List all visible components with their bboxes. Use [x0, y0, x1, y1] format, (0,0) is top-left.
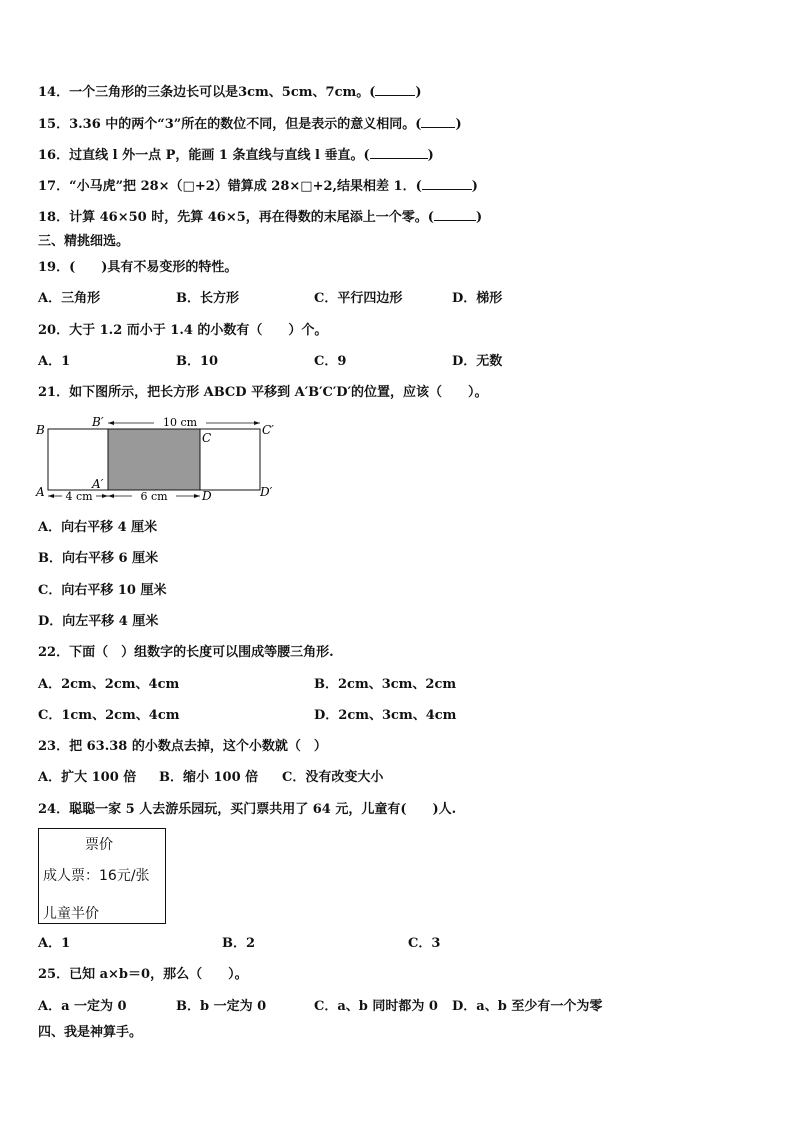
question-21: 21．如下图所示，把长方形 ABCD 平移到 A′B′C′D′的位置，应该（ ）。 — [38, 385, 488, 400]
option-b[interactable]: B．2cm、3cm、2cm — [314, 677, 457, 692]
option-c[interactable]: C．9 — [314, 354, 347, 369]
vertex-label-c-prime: C′ — [262, 423, 274, 437]
ticket-title: 票价 — [85, 837, 113, 853]
option-a[interactable]: A．1 — [38, 354, 71, 369]
answer-blank[interactable] — [421, 115, 455, 128]
answer-blank[interactable] — [422, 177, 472, 190]
option-a[interactable]: A．三角形 — [38, 291, 101, 306]
option-c[interactable]: C．向右平移 10 厘米 — [38, 583, 167, 598]
option-d[interactable]: D．2cm、3cm、4cm — [314, 708, 457, 723]
question-24: 24．聪聪一家 5 人去游乐园玩，买门票共用了 64 元，儿童有( )人. — [38, 802, 457, 817]
option-c[interactable]: C．没有改变大小 — [282, 770, 384, 785]
ticket-child-price: 儿童半价 — [43, 906, 99, 922]
arrow-head — [194, 494, 200, 498]
translation-figure — [34, 412, 284, 508]
option-b[interactable]: B．向右平移 6 厘米 — [38, 551, 159, 566]
option-b[interactable]: B．2 — [222, 936, 256, 951]
arrow-head — [48, 494, 54, 498]
answer-blank[interactable] — [370, 146, 428, 159]
question-23: 23．把 63.38 的小数点去掉，这个小数就（ ） — [38, 739, 327, 754]
option-a[interactable]: A．扩大 100 倍 — [38, 770, 137, 785]
question-17: 17．“小马虎”把 28×（□+2）错算成 28×□+2,结果相差 1．( ) — [38, 179, 478, 194]
question-22: 22．下面（ ）组数字的长度可以围成等腰三角形. — [38, 645, 334, 660]
vertex-label-c: C — [202, 431, 212, 445]
question-18: 18．计算 46×50 时，先算 46×5，再在得数的末尾添上一个零。( ) — [38, 210, 483, 225]
vertex-label-b: B — [36, 423, 45, 437]
option-d[interactable]: D．梯形 — [452, 291, 503, 306]
option-b[interactable]: B．长方形 — [176, 291, 239, 306]
ticket-adult-price: 成人票：16元/张 — [43, 868, 150, 884]
ticket-price-box — [38, 828, 166, 924]
option-c[interactable]: C．3 — [408, 936, 441, 951]
option-c[interactable]: C．a、b 同时都为 0 — [314, 999, 438, 1014]
option-a[interactable]: A．向右平移 4 厘米 — [38, 520, 158, 535]
vertex-label-b-prime: B′ — [92, 415, 104, 429]
option-d[interactable]: D．a、b 至少有一个为零 — [452, 999, 603, 1014]
answer-blank[interactable] — [434, 208, 476, 221]
dimension-left-label: 4 cm — [65, 490, 93, 503]
option-d[interactable]: D．向左平移 4 厘米 — [38, 614, 159, 629]
option-b[interactable]: B．10 — [176, 354, 219, 369]
option-c[interactable]: C．平行四边形 — [314, 291, 403, 306]
option-a[interactable]: A．1 — [38, 936, 71, 951]
shaded-region — [108, 429, 200, 490]
question-25: 25．已知 a×b＝0，那么（ ）。 — [38, 967, 248, 982]
option-a[interactable]: A．2cm、2cm、4cm — [38, 677, 180, 692]
dimension-top-label: 10 cm — [162, 416, 198, 429]
question-16: 16．过直线 l 外一点 P，能画 1 条直线与直线 l 垂直。( ) — [38, 148, 434, 163]
option-a[interactable]: A．a 一定为 0 — [38, 999, 127, 1014]
option-d[interactable]: D．无数 — [452, 354, 503, 369]
vertex-label-a: A — [36, 485, 45, 499]
arrow-head — [108, 494, 114, 498]
vertex-label-d: D — [202, 489, 212, 503]
arrow-head — [108, 421, 114, 425]
option-b[interactable]: B．b 一定为 0 — [176, 999, 267, 1014]
question-20: 20．大于 1.2 而小于 1.4 的小数有（ ）个。 — [38, 323, 328, 338]
section-heading-4: 四、我是神算手。 — [38, 1025, 143, 1040]
question-19: 19．( )具有不易变形的特性。 — [38, 260, 238, 275]
option-b[interactable]: B．缩小 100 倍 — [159, 770, 259, 785]
vertex-label-d-prime: D′ — [260, 485, 273, 499]
option-c[interactable]: C．1cm、2cm、4cm — [38, 708, 180, 723]
arrow-head — [102, 494, 108, 498]
dimension-mid-label: 6 cm — [140, 490, 168, 503]
question-14: 14．一个三角形的三条边长可以是3cm、5cm、7cm。( ) — [38, 85, 422, 100]
vertex-label-a-prime: A′ — [92, 477, 104, 491]
answer-blank[interactable] — [375, 83, 415, 96]
question-15: 15．3.36 中的两个“3”所在的数位不同，但是表示的意义相同。( ) — [38, 117, 462, 132]
arrow-head — [254, 421, 260, 425]
section-heading-3: 三、精挑细选。 — [38, 234, 130, 249]
